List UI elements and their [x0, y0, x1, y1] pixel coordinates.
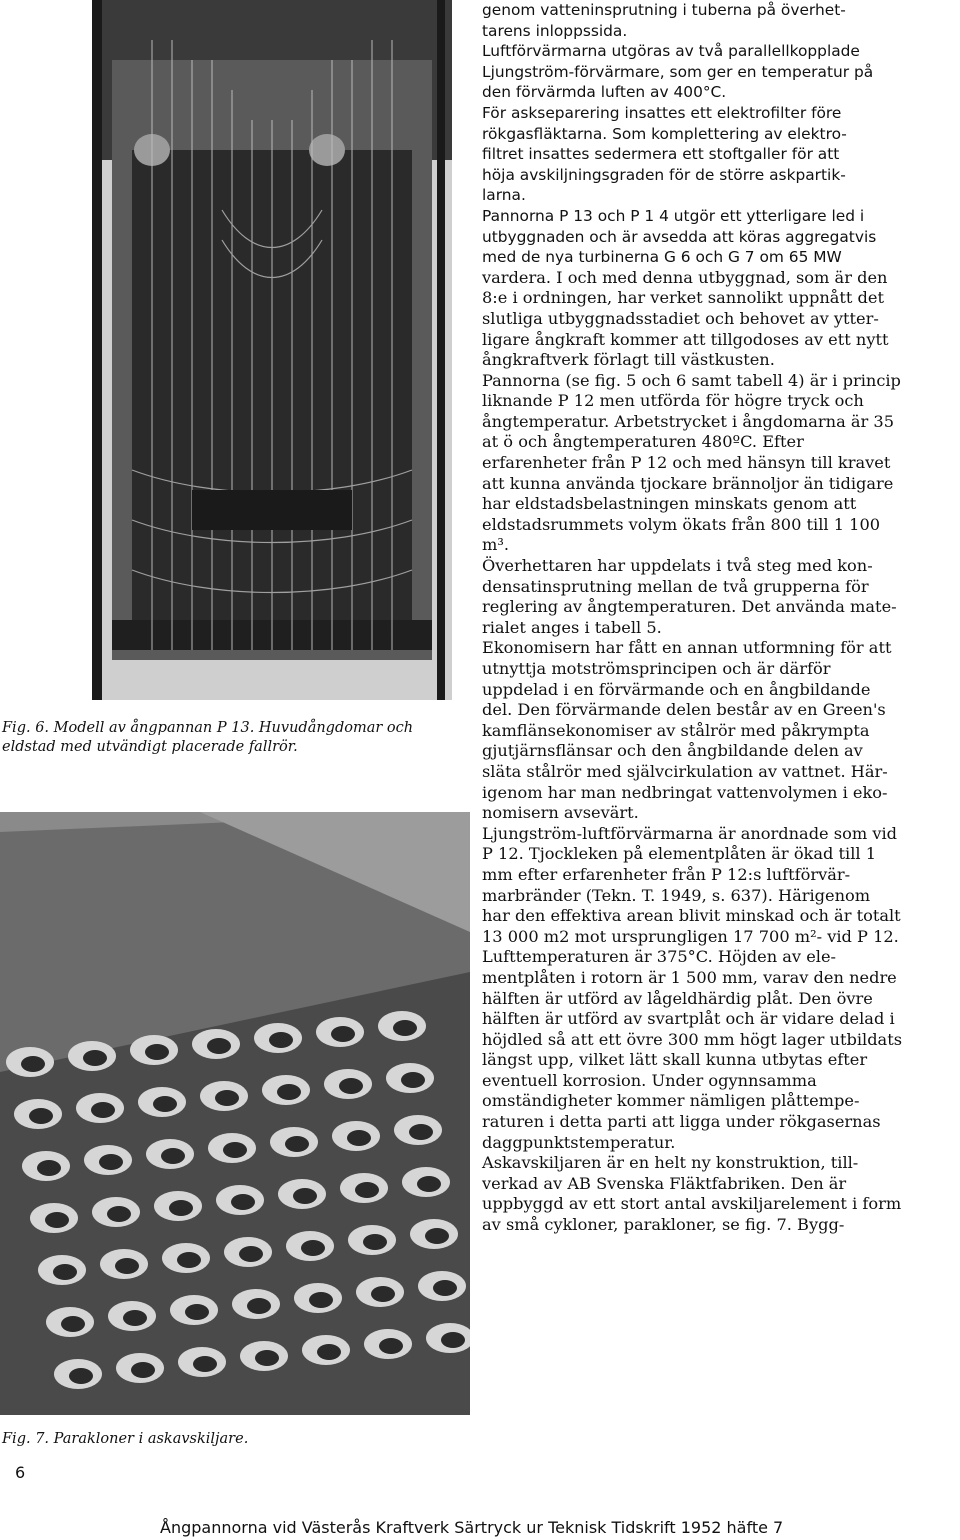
- body-text-line: utnyttja motströmsprincipen och är därför: [482, 659, 831, 678]
- body-text-line: mm efter erfarenheter från P 12:s luftförvär-: [482, 864, 851, 884]
- body-text-line: slutliga utbyggnadsstadiet och behovet av ytter-: [482, 308, 879, 328]
- paraklone-opening: [131, 1362, 155, 1378]
- body-text-line: Ljungström-förvärmare, som ger en temperatur på: [482, 62, 874, 81]
- paraklone-opening: [153, 1096, 177, 1112]
- paraklone-opening: [371, 1286, 395, 1302]
- body-text-line: utbyggnaden och är avsedda att köras aggregatvis: [482, 227, 877, 246]
- body-text-line: har eldstadsbelastningen minskats genom att: [482, 494, 857, 514]
- body-text-line: genom vatteninsprutning i tuberna på överhet-: [482, 1, 846, 19]
- body-text-line: igenom har man nedbringat vattenvolymen i eko-: [482, 782, 888, 802]
- body-text-line: del. Den förvärmande delen består av en Green's: [482, 700, 886, 720]
- body-text-line: rökgasfläktarna. Som komplettering av elektro-: [482, 124, 847, 143]
- body-text-line: densatinsprutning mellan de två grupperna för: [482, 576, 869, 596]
- paraklone-photo: [0, 812, 470, 1415]
- body-text-line: tarens inloppssida.: [482, 21, 628, 40]
- body-text-line: daggpunktstemperatur.: [482, 1132, 676, 1152]
- body-text-line: filtret insattes sedermera ett stoftgaller för att: [482, 145, 840, 164]
- body-text-line: För askseparering insattes ett elektrofilter före: [482, 103, 842, 122]
- body-text-line: har den effektiva arean blivit minskad och är totalt: [482, 906, 901, 926]
- paraklone-opening: [347, 1130, 371, 1146]
- paraklone-opening: [29, 1108, 53, 1124]
- paraklone-opening: [169, 1200, 193, 1216]
- paraklone-opening: [441, 1332, 465, 1348]
- paraklone-opening: [255, 1350, 279, 1366]
- body-text-line: Ljungström-luftförvärmarna är anordnade som vid: [482, 823, 898, 843]
- body-text-line: längst upp, vilket lätt skall kunna utbytas efter: [482, 1050, 868, 1070]
- paraklone-opening: [409, 1124, 433, 1140]
- body-text-line: av små cykloner, parakloner, se fig. 7. Bygg-: [482, 1215, 845, 1235]
- paraklone-opening: [293, 1188, 317, 1204]
- body-text-line: ligare ångkraft kommer att tillgodoses av ett nytt: [482, 329, 889, 349]
- paraklone-opening: [61, 1316, 85, 1332]
- paraklone-opening: [37, 1160, 61, 1176]
- paraklone-opening: [215, 1090, 239, 1106]
- body-text-line: erfarenheter från P 12 och med hänsyn till kravet: [482, 453, 891, 473]
- page-number: 6: [15, 1463, 26, 1482]
- paraklone-opening: [185, 1304, 209, 1320]
- paraklone-opening: [379, 1338, 403, 1354]
- paraklone-opening: [317, 1344, 341, 1360]
- paraklone-opening: [301, 1240, 325, 1256]
- paraklone-opening: [363, 1234, 387, 1250]
- paraklone-opening: [331, 1026, 355, 1042]
- body-text-line: uppdelad i en förvärmande och en ångbildande: [482, 679, 871, 699]
- paraklone-opening: [21, 1056, 45, 1072]
- body-text-line: ångtemperatur. Arbetstrycket i ångdomarna är 35: [482, 411, 895, 431]
- paraklone-opening: [223, 1142, 247, 1158]
- body-text-line: larna.: [482, 186, 526, 205]
- body-text-line: 13 000 m2 mot ursprungligen 17 700 m²- vid P 12.: [482, 926, 899, 946]
- body-text-line: höja avskiljningsgraden för de större askpartik-: [482, 165, 846, 184]
- body-text-line: hälften är utförd av lågeldhärdig plåt. Den övre: [482, 988, 873, 1008]
- body-text-line: med de nya turbinerna G 6 och G 7 om 65 MW: [482, 248, 842, 267]
- body-text-line: gjutjärnsflänsar och den ångbildande delen av: [482, 741, 863, 761]
- paraklone-opening: [393, 1020, 417, 1036]
- paraklone-opening: [309, 1292, 333, 1308]
- paraklone-opening: [53, 1264, 77, 1280]
- figure-6-caption: Fig. 6. Modell av ångpannan P 13. Huvudångdomar och eldstad med utvändigt placerade fallrör.: [2, 720, 414, 755]
- body-text-line: eventuell korrosion. Under ogynnsamma: [482, 1070, 817, 1090]
- paraklone-opening: [239, 1246, 263, 1262]
- body-text-line: mentplåten i rotorn är 1 500 mm, varav den nedre: [482, 967, 897, 987]
- body-text-line: uppbyggd av ett stort antal avskiljarelement i form: [482, 1194, 902, 1214]
- paraklone-opening: [83, 1050, 107, 1066]
- body-text-line: vardera. I och med denna utbyggnad, som är den: [482, 267, 888, 287]
- body-text-line: P 12. Tjockleken på elementplåten är ökad till 1: [482, 844, 877, 864]
- paraklone-opening: [231, 1194, 255, 1210]
- body-text-line: Pannorna P 13 och P 1 4 utgör ett ytterligare led i: [482, 206, 865, 225]
- body-text-line: Pannorna (se fig. 5 och 6 samt tabell 4) är i princip: [482, 370, 901, 390]
- paraklone-opening: [417, 1176, 441, 1192]
- article-body-text: [482, 0, 960, 1236]
- body-text-line: raturen i detta parti att ligga under rökgasernas: [482, 1112, 881, 1132]
- body-text-line: Askavskiljaren är en helt ny konstruktion, till-: [482, 1153, 859, 1173]
- body-text-line: att kunna använda tjockare brännoljor än tidigare: [482, 473, 894, 493]
- paraklone-opening: [285, 1136, 309, 1152]
- body-text-line: liknande P 12 men utförda för högre tryck och: [482, 391, 864, 411]
- body-text-line: nomisern avsevärt.: [482, 803, 639, 823]
- paraklone-opening: [115, 1258, 139, 1274]
- body-text-line: Luftförvärmarna utgöras av två parallellkopplade: [482, 42, 860, 61]
- paraklone-opening: [277, 1084, 301, 1100]
- body-text-line: kamflänsekonomiser av stålrör med påkrympta: [482, 720, 870, 740]
- body-text-line: verkad av AB Svenska Fläktfabriken. Den är: [482, 1173, 847, 1193]
- body-text-line: marbränder (Tekn. T. 1949, s. 637). Härigenom: [482, 885, 871, 905]
- body-text-line: m³.: [482, 535, 509, 555]
- paraklone-illustration: [0, 812, 470, 1415]
- body-text-line: 8:e i ordningen, har verket sannolikt uppnått det: [482, 288, 884, 308]
- body-text-line: reglering av ångtemperaturen. Det använda mate-: [482, 597, 897, 617]
- paraklone-opening: [177, 1252, 201, 1268]
- paraklone-opening: [207, 1038, 231, 1054]
- paraklone-opening: [339, 1078, 363, 1094]
- paraklone-opening: [355, 1182, 379, 1198]
- paraklone-opening: [123, 1310, 147, 1326]
- paraklone-opening: [91, 1102, 115, 1118]
- body-text-line: hälften är utförd av svartplåt och är vidare delad i: [482, 1009, 895, 1029]
- running-footer: Ångpannorna vid Västerås Kraftverk Särtryck ur Teknisk Tidskrift 1952 häfte 7: [160, 1518, 784, 1537]
- paraklone-opening: [401, 1072, 425, 1088]
- body-text-line: omständigheter kommer nämligen plåttempe-: [482, 1091, 860, 1111]
- paraklone-opening: [247, 1298, 271, 1314]
- body-text-line: den förvärmda luften av 400°C.: [482, 83, 727, 102]
- body-text-line: höjdled så att ett övre 300 mm högt lager utbildats: [482, 1029, 903, 1049]
- body-text-line: ångkraftverk förlagt till västkusten.: [482, 350, 775, 370]
- paraklone-opening: [69, 1368, 93, 1384]
- figure-7-caption: Fig. 7. Parakloner i askavskiljare.: [2, 1431, 249, 1447]
- body-text-line: rialet anges i tabell 5.: [482, 617, 662, 637]
- body-text-line: Ekonomisern har fått en annan utformning för att: [482, 638, 892, 658]
- paraklone-opening: [433, 1280, 457, 1296]
- boiler-model-photo: [92, 0, 452, 700]
- body-text-line: släta stålrör med självcirkulation av vattnet. Här-: [482, 761, 888, 781]
- paraklone-opening: [107, 1206, 131, 1222]
- paraklone-opening: [99, 1154, 123, 1170]
- paraklone-opening: [425, 1228, 449, 1244]
- body-text-line: Lufttemperaturen är 375°C. Höjden av ele-: [482, 947, 837, 967]
- paraklone-opening: [161, 1148, 185, 1164]
- paraklone-opening: [269, 1032, 293, 1048]
- boiler-model-illustration: [92, 0, 452, 700]
- body-text-line: Överhettaren har uppdelats i två steg med kon-: [482, 556, 873, 576]
- paraklone-opening: [145, 1044, 169, 1060]
- body-text-line: eldstadsrummets volym ökats från 800 till 1 100: [482, 514, 881, 534]
- paraklone-opening: [193, 1356, 217, 1372]
- body-text-line: at ö och ångtemperaturen 480ºC. Efter: [482, 432, 804, 452]
- paraklone-opening: [45, 1212, 69, 1228]
